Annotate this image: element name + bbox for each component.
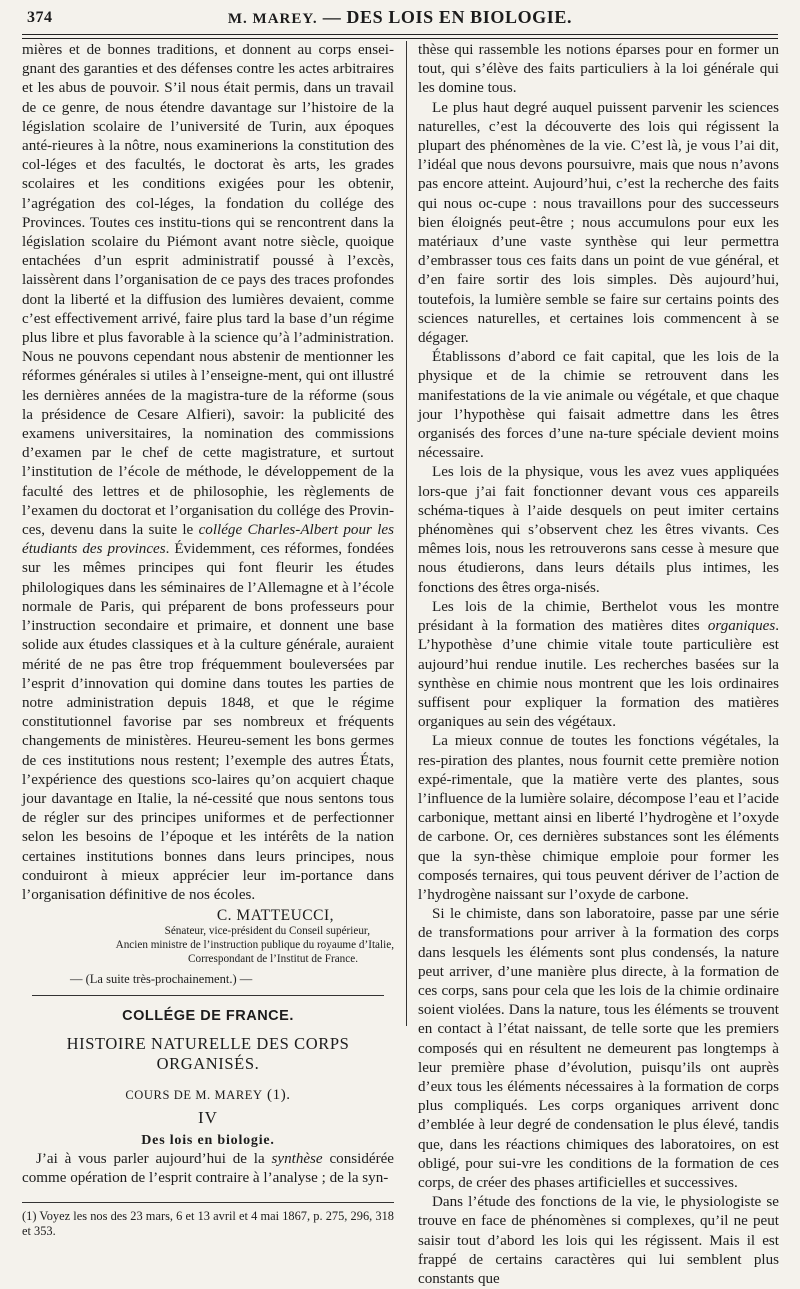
- section-rule: [32, 995, 384, 996]
- intro-text-end: considérée comme opération de l’esprit contraire à l’analyse ; de la syn-: [22, 1150, 394, 1186]
- left-paragraph-1-end: . Évidemment, ces réformes, fondées sur les mêmes principes qui font fleurir les études philologiques dans les séminaires de l’Allemagne et à l’école normale de Paris, qui préparent de bons professeurs pour l’instruction secondaire et primaire, et donnent une base solide aux études classiques et à la culture générale, auraient mérité de ne pas être trop fréquemment bouleversées par l’esprit d’innovation qui domine dans toutes les parties de notre administration depuis 1848, et que le régime constitutionnel favorise par ses nombreux et fréquents changements de ministères. Heureu-sement les bons germes de ces institutions nous restent; l’exemple des autres États, l’expérience des questions sco-laires qu’on acquiert chaque jour davantage en Italie, la né-cessité que nous sentons tous de régler sur des principes uniformes et de perfectionner selon les besoins de l’époque et les intérêts de la nation certaines institutions bonnes dans leurs principes, nous conduiront à mieux apprécier leur im-portance dans l’organisation définitive de nos écoles.: [22, 541, 394, 903]
- footnote: (1) Voyez les nos des 23 mars, 6 et 13 avril et 4 mai 1867, p. 275, 296, 318 et 353.: [22, 1209, 394, 1239]
- header-title: DES LOIS EN BIOLOGIE.: [346, 7, 573, 27]
- synthese-italic: synthèse: [271, 1150, 323, 1167]
- signature-name: C. MATTEUCCI,: [216, 907, 334, 925]
- right-column: [418, 41, 779, 1289]
- left-column: [22, 41, 394, 1240]
- signature-title-2: Ancien ministre de l’instruction publique du royaume d’Italie,: [115, 939, 394, 952]
- right-paragraph-7: Si le chimiste, dans son laboratoire, passe par une série de transformations pour arriver à la formation des corps dans lesquels les éléments sont plus condensés, la nature peut arriver, d’une manière plus directe, à la formation de ces corps, sans pour cela que les lois de la chimie ordinaire soient violées. Dans la nature, tous les éléments se trouvent en contact à l’état naissant, de telle sorte que les premiers composés qui en résultent ne demeurent pas longtemps à leur première phase d’évolution, puisqu’ils ont auprès d’eux tous les éléments nécessaires à la formation de corps plus compliqués. Les corps organiques arrivent donc d’emblée à leur degré de condensation le plus élevé, tandis que, dans les réactions chimiques des laboratoires, on est obligé, pour sui-vre les conditions de la formation de ces corps, de créer des phases artificielles et successives.: [418, 906, 779, 1191]
- right-paragraph-1: thèse qui rassemble les notions éparses pour en former un tout, qui s’élève des faits particuliers à la loi générale qui les domine tous.: [418, 42, 779, 97]
- section-subheading: HISTOIRE NATURELLE DES CORPS ORGANISÉS.: [66, 1033, 350, 1073]
- footnote-reference: (1).: [262, 1086, 291, 1103]
- right-paragraph-6: La mieux connue de toutes les fonctions végétales, la res-piration des plantes, nous fournit cette première notion expé-rimentale, que la matière verte des plantes, sous l’influence de la lumière solaire, décompose l’eau et l’acide carbonique, mettant ainsi en liberté l’hydrogène et l’oxyde de carbone. Or, ces dernières substances sont les éléments que la syn-thèse chimique emploie pour former les composés ternaires, qui tous peuvent dériver de l’action de l’hydrogène naissant sur l’oxyde de carbone.: [418, 733, 779, 903]
- lecture-number: IV: [198, 1107, 218, 1127]
- header-dash: —: [317, 7, 347, 27]
- footnote-rule: [22, 1202, 394, 1203]
- right-paragraph-5-end: . L’hypothèse d’une chimie vitale toute particulière est aujourd’hui rendue inutile. Les recherches basées sur la synthèse en chimie nous montrent que les lois ordinaires suffisent pour expliquer la formation des matières organiques au sein des végétaux.: [418, 618, 779, 731]
- lecture-title: Des lois en biologie.: [141, 1132, 275, 1148]
- college-name-italic: collége Charles-Albert pour les étudiants des provinces: [22, 522, 394, 558]
- course-label: COURS DE M. MAREY: [125, 1087, 263, 1102]
- continuation-note: — (La suite très-prochainement.) —: [70, 971, 253, 986]
- right-paragraph-5-text: Les lois de la chimie, Berthelot vous les montre présidant à la formation des matières dites: [418, 598, 779, 635]
- running-header: [0, 7, 800, 28]
- left-paragraph-1: [22, 41, 394, 905]
- header-author: M. MAREY.: [227, 11, 318, 27]
- right-paragraph-5: [418, 598, 779, 732]
- course-line: [22, 1086, 394, 1104]
- section-heading: COLLÉGE DE FRANCE.: [122, 1007, 294, 1024]
- signature-title-3: Correspondant de l’Institut de France.: [188, 952, 358, 965]
- organiques-italic: organiques: [707, 618, 776, 635]
- left-paragraph-1-text: mières et de bonnes traditions, et donnent au corps ensei-gnant des garanties et des défenses contre les actes arbitraires et les abus de pouvoir. S’il nous était permis, dans un travail de ce genre, de nous étendre davantage sur l’histoire de la législation scolaire de l’université de Turin, aux époques anté-rieures à la nôtre, nous examinerions la constitution des col-léges et des facultés, le doctorat ès arts, les grades scolaires et les conditions exigées pour les obtenir, l’agrégation des col-léges, la fondation du collége des Provinces. Toutes ces institu-tions qui se rencontrent dans la législation scolaire du Piémont avant notre siècle, quoique entachées d’un esprit administratif poussé à l’excès, laissèrent dans l’organisation de ce pays des traces profondes dont la liberté et la diffusion des lumières devaient, comme c’est effectivement arrivé, faire plus tard la base d’un régime plus libre et plus favorable à la science qu’à l’administration. Nous ne pouvons cependant nous abstenir de mentionner les réformes générales si utiles à l’enseigne-ment, qui ont illustré les dernières années de la magistra-ture de la réforme (sous la présidence de Cesare Alfieri), savoir: la publicité des examens universitaires, la nomination des commissions d’examen par le chef de cette magistrature, et surtout l’institution de l’école de méthode, le développement de la faculté des lettres et de philosophie, les règlements de l’examen du doctorat et l’organisation du collége des Provin-ces, devenu dans la suite le: [22, 42, 394, 539]
- header-rule-thin: [22, 38, 778, 39]
- right-paragraph-3: Établissons d’abord ce fait capital, que les lois de la physique et de la chimie se retrouvent dans les manifestations de la vie animale ou végétale, et que chaque jour l’hypothèse qui faisait admettre dans les êtres organisés des forces d’une na-ture spéciale devient moins nécessaire.: [418, 349, 779, 462]
- page-number: 374: [27, 9, 53, 26]
- right-paragraph-2: Le plus haut degré auquel puissent parvenir les sciences naturelles, c’est la découverte des lois qui régissent la plupart des phénomènes de la vie. C’est là, je vous l’ai dit, l’idéal que nous devons poursuivre, mais que nous n’avons pas encore atteint. Aujourd’hui, c’est la recherche des faits qui nous oc-cupe : nous travaillons pour des successeurs bien éloignés peut-être ; nous accumulons pour eux les matériaux d’une vaste synthèse qui leur permettra d’embrasser tous ces faits dans un point de vue général, et d’en faire sortir des lois simples. Dès aujourd’hui, toutefois, la lumière semble se faire sur certains points des sciences naturelles, et certaines lois commencent à se dégager.: [418, 99, 779, 347]
- right-paragraph-4: Les lois de la physique, vous les avez vues appliquées lors-que j’ai fait fonctionner devant vous ces appareils schéma-tiques à l’aide desquels on peut imiter certains phénomènes qui s’observent chez les êtres vivants. Ces mêmes lois, nous les retrouverons sans cesse à mesure que nous étudierons, dans leurs détails plus intimes, les fonctions des êtres orga-nisés.: [418, 464, 779, 596]
- signature-title-1: Sénateur, vice-président du Conseil supérieur,: [164, 925, 370, 938]
- intro-text: J’ai à vous parler aujourd’hui de la: [36, 1150, 272, 1167]
- header-rule: [22, 34, 778, 35]
- right-paragraph-8: Dans l’étude des fonctions de la vie, le physiologiste se trouve en face de phénomènes si complexes, qu’il ne peut saisir tout d’abord les lois qui les régissent. Mais il est frappé de certains caractères qui lui semblent plus constants que: [418, 1194, 779, 1287]
- intro-paragraph: [22, 1150, 394, 1188]
- column-separator: [406, 41, 407, 1026]
